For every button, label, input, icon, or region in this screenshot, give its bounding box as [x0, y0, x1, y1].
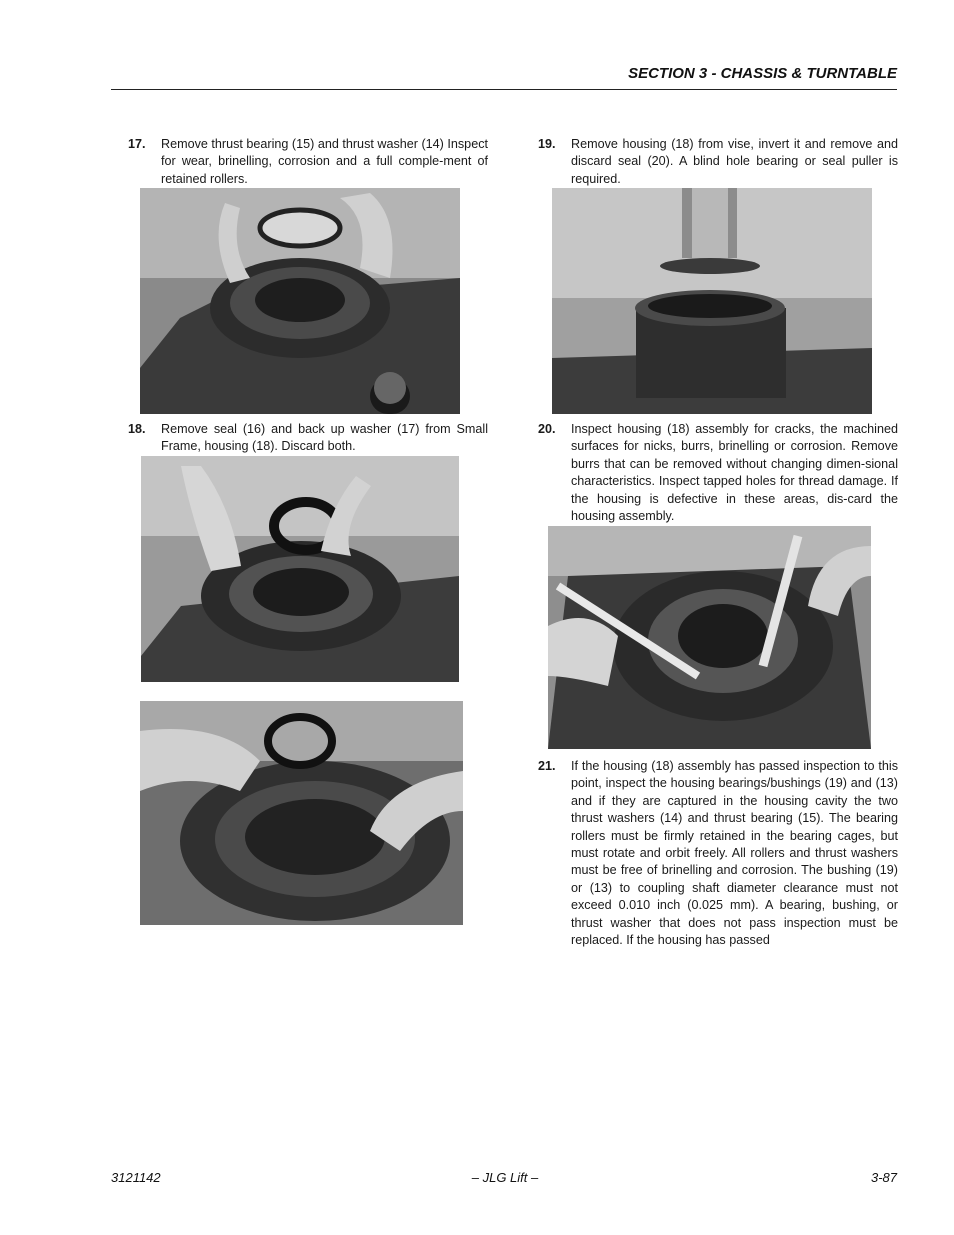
step-19: [538, 136, 898, 188]
footer-center: – JLG Lift –: [471, 1170, 539, 1185]
step-20: [538, 421, 898, 525]
doc-number: 3121142: [111, 1170, 161, 1185]
step-number: 21.: [538, 759, 556, 773]
photo-seal-removal: [141, 456, 459, 682]
photo-thrust-bearing-removal: [140, 188, 460, 414]
step-number: 18.: [128, 422, 146, 436]
photo-backup-washer-removal: [140, 701, 463, 925]
photo-housing-seal-puller: [552, 188, 872, 414]
step-number: 19.: [538, 137, 556, 151]
step-21: [538, 758, 898, 949]
step-number: 20.: [538, 422, 556, 436]
header-divider: [111, 89, 897, 90]
step-text: Remove seal (16) and back up washer (17) from Small Frame, housing (18). Discard both.: [161, 422, 488, 454]
step-text: Remove thrust bearing (15) and thrust washer (14) Inspect for wear, brinelling, corrosion and a full comple-ment of retained rollers.: [161, 137, 488, 186]
section-title: SECTION 3 - CHASSIS & TURNTABLE: [628, 65, 897, 82]
step-text: If the housing (18) assembly has passed inspection to this point, inspect the housing bearings/bushings (19) and (13) and if they are captured in the housing cavity the two thrust washers (14) and thrust bearing (15). The bearing rollers must be firmly retained in the bearing cages, but must rotate and orbit freely. All rollers and thrust washers must be free of brinelling and corrosion. The bushing (19) or (13) to coupling shaft diameter clearance must not exceed 0.010 inch (0.025 mm). A bearing, bushing, or thrust washer that does not pass inspection must be replaced. If the housing has passed: [571, 759, 898, 948]
step-17: [128, 136, 488, 188]
step-18: [128, 421, 488, 456]
step-text: Remove housing (18) from vise, invert it and remove and discard seal (20). A blind hole bearing or seal puller is required.: [571, 137, 898, 186]
step-number: 17.: [128, 137, 146, 151]
step-text: Inspect housing (18) assembly for cracks, the machined surfaces for nicks, burrs, brinelling or corrosion. Remove burrs that can be removed without changing dimen-sional characteristics. Inspect tapped holes for thread damage. If the housing is defective in these areas, dis-card the housing assembly.: [571, 422, 898, 524]
photo-housing-inspection: [548, 526, 871, 749]
page-number: 3-87: [870, 1170, 897, 1185]
